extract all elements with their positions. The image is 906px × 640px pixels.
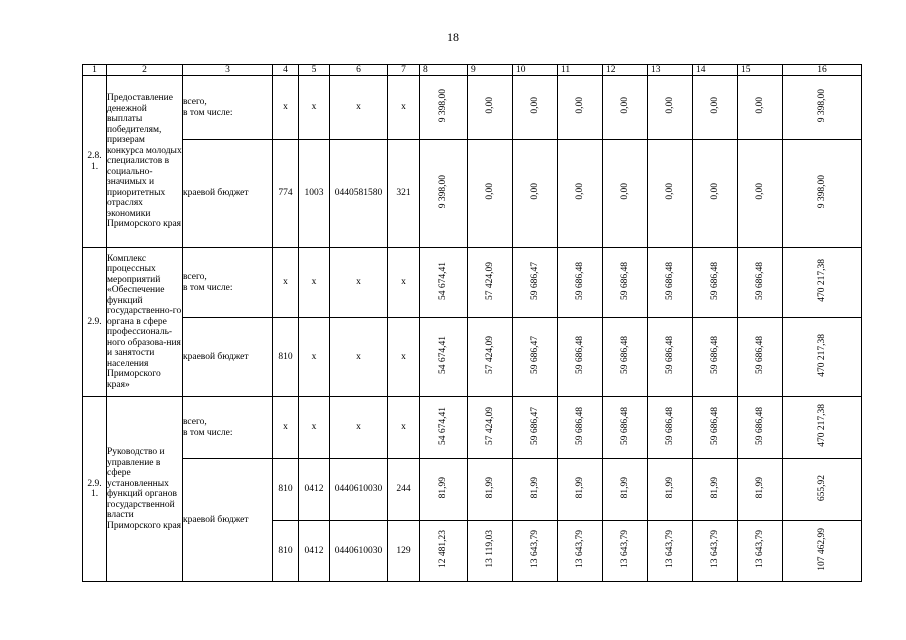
column-header: 13 xyxy=(648,65,693,76)
cell: 129 xyxy=(388,521,420,582)
value-cell: 13 643,79 xyxy=(603,521,648,582)
budget-table xyxy=(82,64,862,582)
value-cell: 0,00 xyxy=(648,140,693,248)
value-cell: 59 686,48 xyxy=(558,318,603,397)
value-cell: 59 686,47 xyxy=(513,318,558,397)
table-row xyxy=(83,459,862,521)
cell: x xyxy=(330,318,388,397)
cell: x xyxy=(388,318,420,397)
cell: 0412 xyxy=(299,459,330,521)
value-cell: 57 424,09 xyxy=(468,248,513,318)
column-header: 3 xyxy=(183,65,273,76)
table-row xyxy=(83,76,862,140)
page-number: 18 xyxy=(447,30,459,44)
value-cell: 81,99 xyxy=(693,459,738,521)
value-cell: 81,99 xyxy=(603,459,648,521)
cell: 810 xyxy=(273,459,299,521)
value-cell: 59 686,48 xyxy=(693,248,738,318)
column-header: 9 xyxy=(468,65,513,76)
cell: 1003 xyxy=(299,140,330,248)
value-cell: 59 686,48 xyxy=(738,248,783,318)
column-header: 10 xyxy=(513,65,558,76)
value-cell: 0,00 xyxy=(603,140,648,248)
cell: 0440610030 xyxy=(330,521,388,582)
value-cell: 9 398,00 xyxy=(783,140,862,248)
source-cell: всего, в том числе: xyxy=(183,248,273,318)
table-row xyxy=(83,140,862,248)
value-cell: 9 398,00 xyxy=(420,140,468,248)
value-cell: 0,00 xyxy=(648,76,693,140)
column-header: 5 xyxy=(299,65,330,76)
value-cell: 54 674,41 xyxy=(420,397,468,459)
column-header: 8 xyxy=(420,65,468,76)
value-cell: 107 462,99 xyxy=(783,521,862,582)
cell: x xyxy=(388,248,420,318)
value-cell: 59 686,48 xyxy=(738,318,783,397)
value-cell: 59 686,47 xyxy=(513,397,558,459)
cell: x xyxy=(330,397,388,459)
value-cell: 13 643,79 xyxy=(513,521,558,582)
cell: x xyxy=(330,76,388,140)
value-cell: 0,00 xyxy=(468,76,513,140)
value-cell: 13 643,79 xyxy=(648,521,693,582)
column-header: 15 xyxy=(738,65,783,76)
value-cell: 81,99 xyxy=(648,459,693,521)
value-cell: 0,00 xyxy=(603,76,648,140)
value-cell: 59 686,48 xyxy=(603,248,648,318)
value-cell: 0,00 xyxy=(513,140,558,248)
value-cell: 13 119,03 xyxy=(468,521,513,582)
value-cell: 59 686,48 xyxy=(648,397,693,459)
value-cell: 0,00 xyxy=(558,140,603,248)
row-code: 2.8. 1. xyxy=(83,76,107,248)
row-code: 2.9. 1. xyxy=(83,397,107,582)
value-cell: 59 686,48 xyxy=(558,397,603,459)
cell: x xyxy=(330,248,388,318)
value-cell: 81,99 xyxy=(558,459,603,521)
cell: x xyxy=(273,397,299,459)
cell: 810 xyxy=(273,521,299,582)
cell: x xyxy=(299,248,330,318)
source-cell: краевой бюджет xyxy=(183,459,273,582)
value-cell: 13 643,79 xyxy=(558,521,603,582)
value-cell: 470 217,38 xyxy=(783,397,862,459)
cell: 0440610030 xyxy=(330,459,388,521)
cell: x xyxy=(388,76,420,140)
row-code: 2.9. xyxy=(83,248,107,397)
value-cell: 59 686,48 xyxy=(693,397,738,459)
value-cell: 9 398,00 xyxy=(420,76,468,140)
value-cell: 59 686,48 xyxy=(648,248,693,318)
cell: x xyxy=(273,76,299,140)
value-cell: 81,99 xyxy=(468,459,513,521)
cell: 810 xyxy=(273,318,299,397)
cell: x xyxy=(299,397,330,459)
value-cell: 59 686,48 xyxy=(693,318,738,397)
cell: x xyxy=(388,397,420,459)
column-header: 16 xyxy=(783,65,862,76)
header-row xyxy=(83,65,862,76)
value-cell: 0,00 xyxy=(693,76,738,140)
table-row xyxy=(83,318,862,397)
cell: 0440581580 xyxy=(330,140,388,248)
cell: x xyxy=(299,318,330,397)
source-cell: всего, в том числе: xyxy=(183,397,273,459)
column-header: 11 xyxy=(558,65,603,76)
value-cell: 57 424,09 xyxy=(468,318,513,397)
value-cell: 0,00 xyxy=(693,140,738,248)
table-row xyxy=(83,248,862,318)
value-cell: 59 686,48 xyxy=(603,397,648,459)
value-cell: 12 481,23 xyxy=(420,521,468,582)
value-cell: 0,00 xyxy=(513,76,558,140)
cell: 774 xyxy=(273,140,299,248)
value-cell: 13 643,79 xyxy=(738,521,783,582)
value-cell: 81,99 xyxy=(420,459,468,521)
value-cell: 59 686,48 xyxy=(603,318,648,397)
value-cell: 470 217,38 xyxy=(783,318,862,397)
row-name: Руководство и управление в сфере установленных функций органов государственной власти Приморского края xyxy=(107,397,183,582)
value-cell: 0,00 xyxy=(468,140,513,248)
column-header: 4 xyxy=(273,65,299,76)
value-cell: 655,92 xyxy=(783,459,862,521)
value-cell: 9 398,00 xyxy=(783,76,862,140)
value-cell: 59 686,48 xyxy=(738,397,783,459)
value-cell: 81,99 xyxy=(738,459,783,521)
value-cell: 0,00 xyxy=(738,140,783,248)
row-name: Предоставление денежной выплаты победителям, призерам конкурса молодых специалистов в социально-значимых и приоритетных отраслях экономики Приморского края xyxy=(107,76,183,248)
column-header: 12 xyxy=(603,65,648,76)
column-header: 7 xyxy=(388,65,420,76)
value-cell: 0,00 xyxy=(558,76,603,140)
source-cell: краевой бюджет xyxy=(183,140,273,248)
column-header: 6 xyxy=(330,65,388,76)
cell: x xyxy=(273,248,299,318)
cell: x xyxy=(299,76,330,140)
value-cell: 470 217,38 xyxy=(783,248,862,318)
cell: 0412 xyxy=(299,521,330,582)
column-header: 2 xyxy=(107,65,183,76)
value-cell: 13 643,79 xyxy=(693,521,738,582)
column-header: 14 xyxy=(693,65,738,76)
row-name: Комплекс процессных мероприятий «Обеспечение функций государственно-го органа в сфере профессиональ-ного образова-ния и занятости населения Приморского края» xyxy=(107,248,183,397)
column-header: 1 xyxy=(83,65,107,76)
source-cell: всего, в том числе: xyxy=(183,76,273,140)
value-cell: 59 686,47 xyxy=(513,248,558,318)
value-cell: 57 424,09 xyxy=(468,397,513,459)
cell: 244 xyxy=(388,459,420,521)
value-cell: 59 686,48 xyxy=(558,248,603,318)
value-cell: 59 686,48 xyxy=(648,318,693,397)
table-row xyxy=(83,397,862,459)
source-cell: краевой бюджет xyxy=(183,318,273,397)
value-cell: 0,00 xyxy=(738,76,783,140)
cell: 321 xyxy=(388,140,420,248)
value-cell: 54 674,41 xyxy=(420,248,468,318)
value-cell: 54 674,41 xyxy=(420,318,468,397)
value-cell: 81,99 xyxy=(513,459,558,521)
